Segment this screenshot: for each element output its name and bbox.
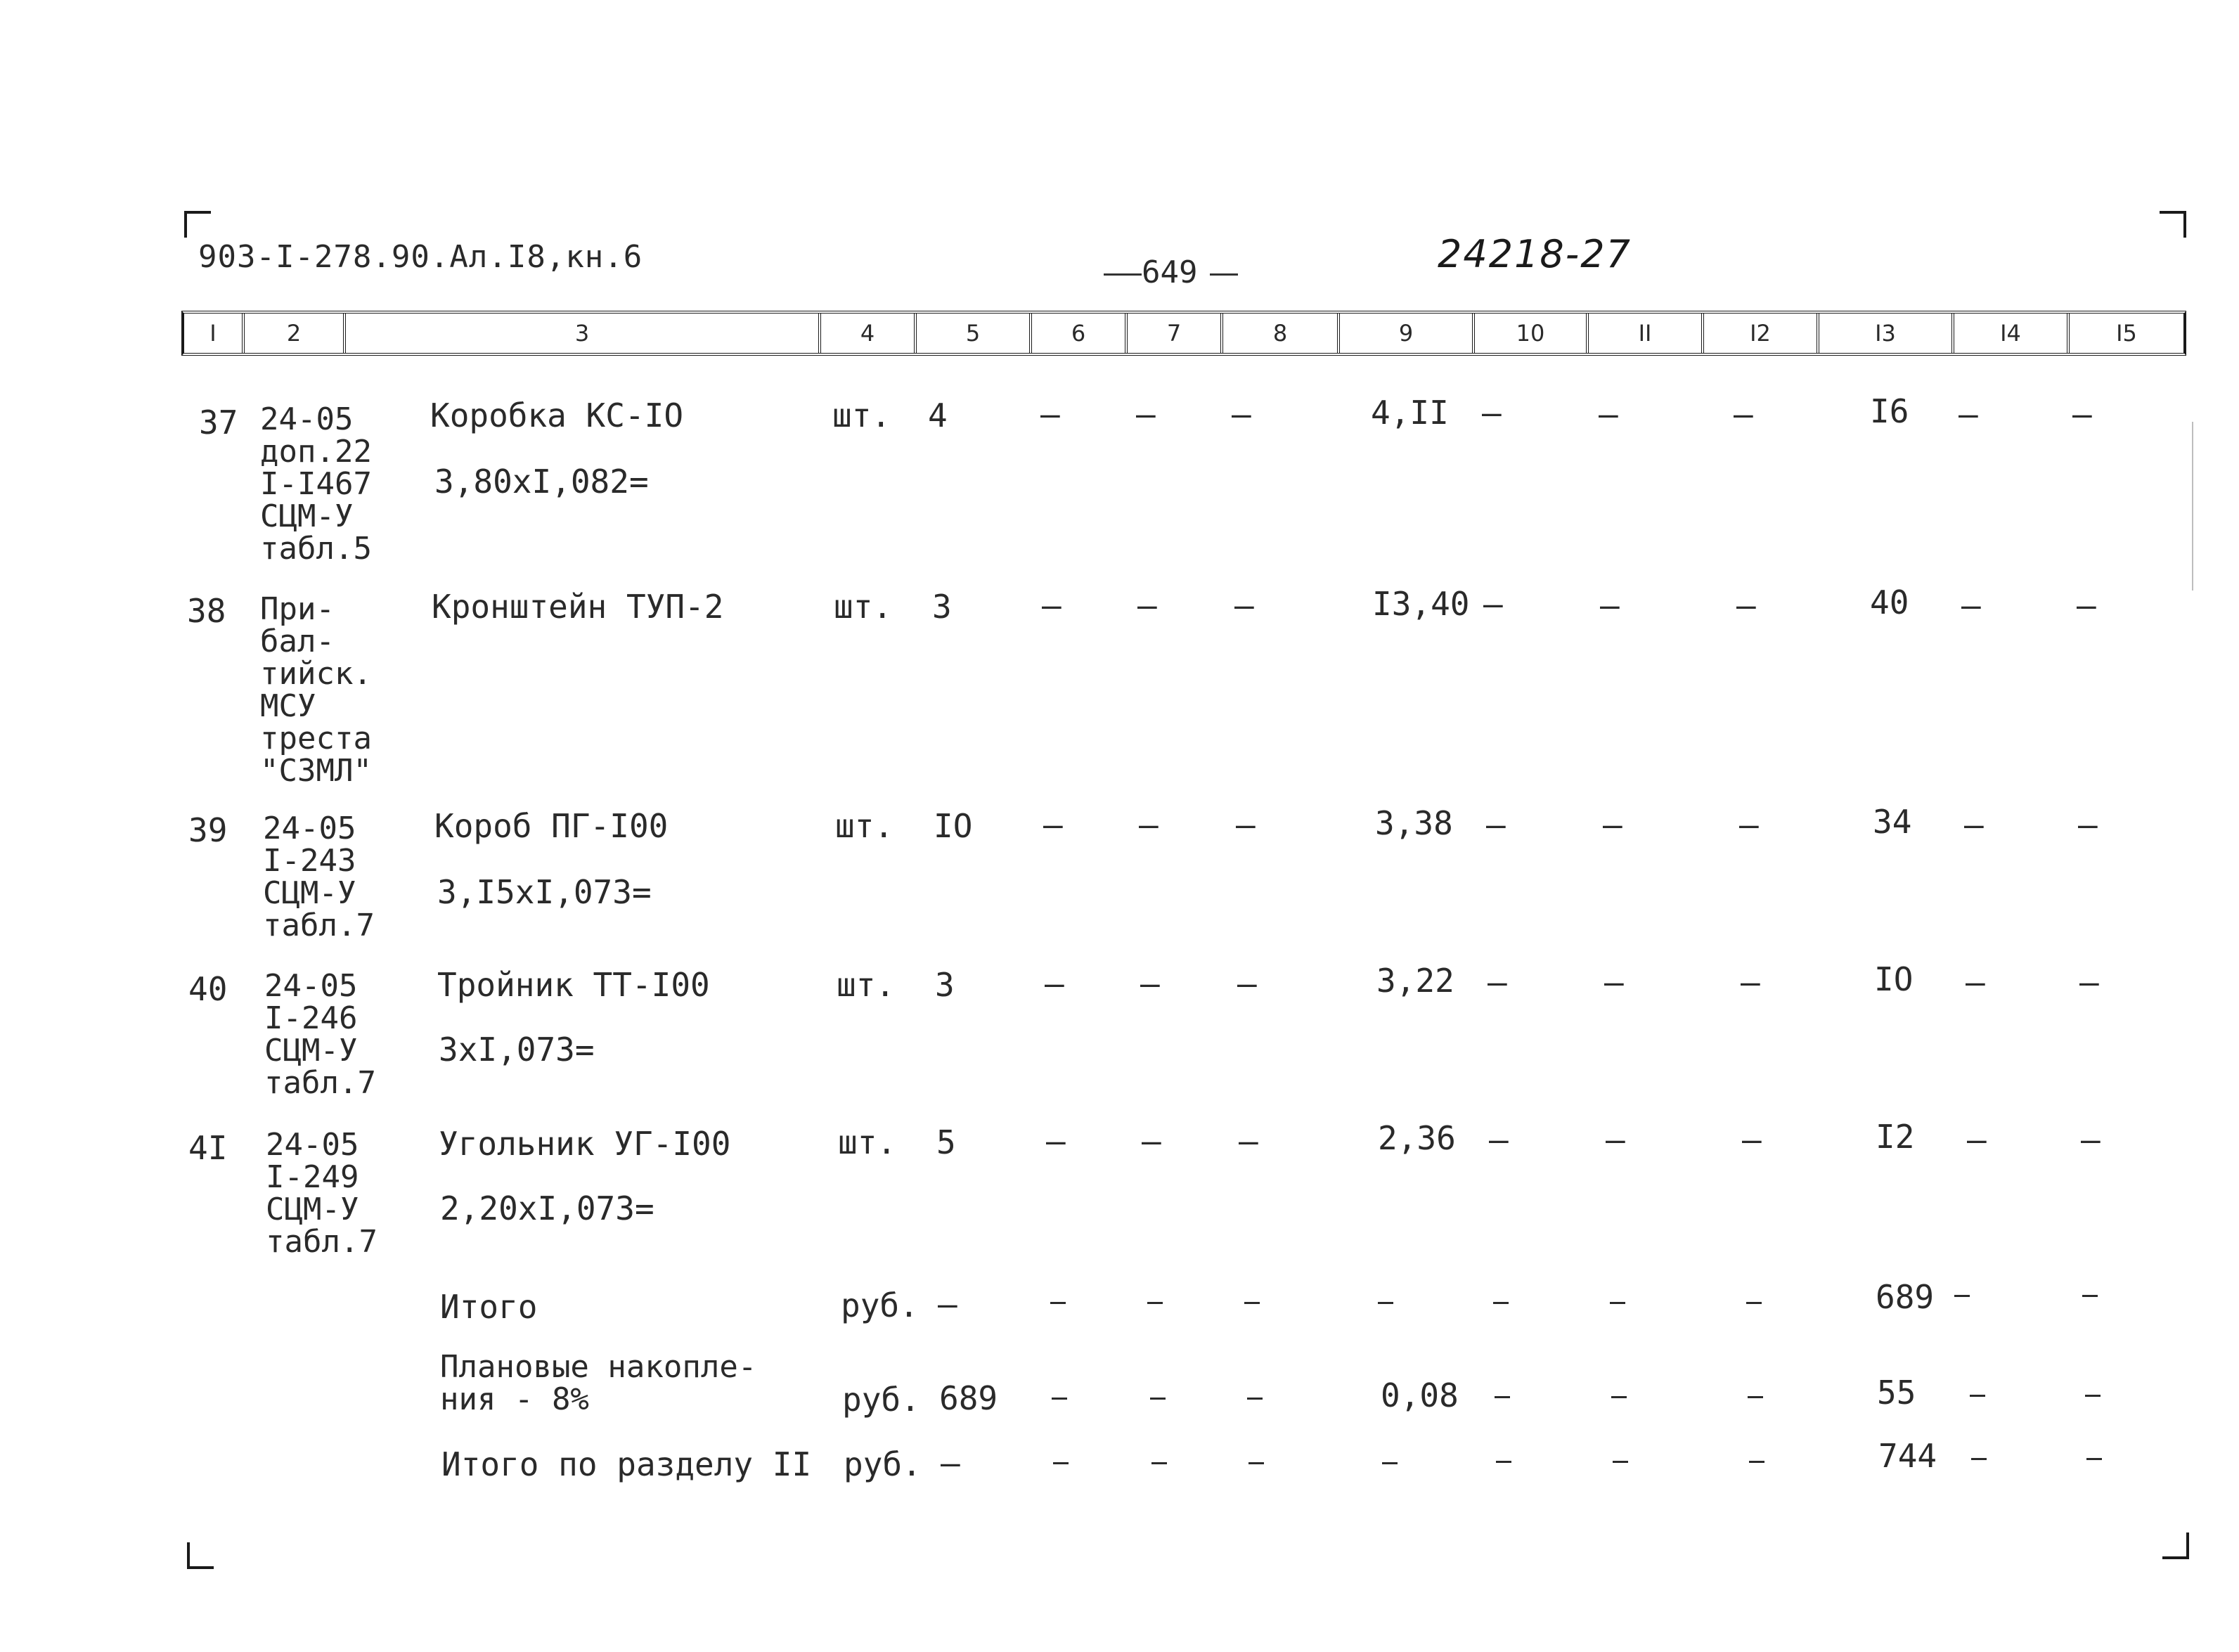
dash xyxy=(1147,1302,1163,1304)
quantity: 4 xyxy=(928,396,948,434)
section-total-unit: руб. xyxy=(844,1445,922,1483)
column-header-10: 10 xyxy=(1475,314,1589,353)
dash xyxy=(1749,1461,1764,1463)
column-header-9: 9 xyxy=(1340,314,1475,353)
column-header-11: II xyxy=(1589,314,1704,353)
dash xyxy=(1971,1458,1987,1460)
dash xyxy=(2085,1395,2101,1397)
dash xyxy=(1244,1302,1260,1304)
cell-col7: – xyxy=(1140,964,1160,1002)
column-header-row xyxy=(181,311,2186,356)
cell-col6: – xyxy=(1043,806,1063,844)
column-header-14: I4 xyxy=(1954,314,2070,353)
planned-savings-col5: 689 xyxy=(939,1379,998,1417)
corner-mark-bottom-right xyxy=(2162,1532,2189,1559)
cell-col12: – xyxy=(1742,1121,1762,1159)
section-total-col13: 744 xyxy=(1878,1437,1937,1475)
dash xyxy=(1613,1461,1628,1463)
column-header-15: I5 xyxy=(2116,320,2137,347)
planned-savings-col13: 55 xyxy=(1877,1374,1916,1412)
section-total-label: Итого по разделу II xyxy=(441,1445,812,1483)
item-unit: шт. xyxy=(834,588,893,626)
cell-col10: – xyxy=(1486,806,1506,844)
cell-col10: – xyxy=(1488,963,1507,1001)
item-name: Угольник УГ-I00 xyxy=(439,1125,731,1163)
column-header-8: 8 xyxy=(1223,314,1340,353)
quantity: 5 xyxy=(936,1123,956,1161)
column-header-3: 3 xyxy=(346,314,821,353)
dash xyxy=(1378,1302,1393,1304)
cell-col15: – xyxy=(2078,806,2098,844)
cell-col6: – xyxy=(1046,1122,1066,1160)
item-formula: 3,80хI,082= xyxy=(434,463,649,501)
column-header-5: 5 xyxy=(917,314,1032,353)
cell-col12: – xyxy=(1741,963,1760,1001)
cell-col14: – xyxy=(1961,586,1981,624)
cell-col15: – xyxy=(2081,1121,2101,1159)
row-number: 40 xyxy=(188,970,228,1008)
dash xyxy=(1050,1302,1066,1304)
cell-col8: – xyxy=(1234,586,1254,624)
cell-col15: – xyxy=(2079,963,2099,1001)
column-header-2: 2 xyxy=(245,314,346,353)
cell-col14: – xyxy=(1967,1121,1987,1159)
quantity: IO xyxy=(934,807,973,845)
item-unit: шт. xyxy=(835,807,894,845)
cell-col13: IO xyxy=(1874,960,1914,998)
document-code: 903-I-278.90.Ал.I8,кн.6 xyxy=(198,239,643,275)
dash xyxy=(1052,1398,1067,1400)
item-name: Короб ПГ-I00 xyxy=(434,807,669,845)
planned-savings-label: Плановые накопле- ния - 8% xyxy=(440,1349,757,1417)
cell-col12: – xyxy=(1736,586,1756,624)
row-number: 37 xyxy=(199,404,238,441)
cell-col11: – xyxy=(1600,586,1620,624)
page-number-value: 649 xyxy=(1142,254,1198,290)
column-header-7: 7 xyxy=(1128,314,1223,353)
planned-savings-col9: 0,08 xyxy=(1381,1376,1459,1414)
section-total-col5: – xyxy=(941,1444,960,1482)
item-unit: шт. xyxy=(837,966,896,1004)
cell-col10: – xyxy=(1483,585,1503,623)
item-formula: 3хI,073= xyxy=(439,1031,595,1069)
planned-savings-unit: руб. xyxy=(842,1381,920,1419)
cell-col7: – xyxy=(1139,806,1159,844)
row-reference: 24-05 I-246 СЦМ-У табл.7 xyxy=(264,968,376,1101)
total-label: Итого xyxy=(440,1288,538,1326)
row-reference: 24-05 I-243 СЦМ-У табл.7 xyxy=(263,811,375,943)
dash xyxy=(1954,1295,1970,1297)
cell-col14: – xyxy=(1959,395,1978,433)
column-header-4: 4 xyxy=(821,314,917,353)
cell-col10: – xyxy=(1482,394,1502,432)
column-header-1: I xyxy=(184,314,245,353)
dash xyxy=(1150,1398,1166,1400)
corner-mark-bottom-left xyxy=(187,1542,214,1569)
column-header-13: I3 xyxy=(1819,314,1954,353)
row-reference: 24-05 I-249 СЦМ-У табл.7 xyxy=(266,1127,378,1260)
dash xyxy=(1496,1461,1511,1463)
cell-col6: – xyxy=(1042,586,1062,624)
corner-mark-top-left xyxy=(184,211,211,238)
dash xyxy=(1746,1302,1762,1304)
item-formula: 3,I5хI,073= xyxy=(437,873,652,911)
cell-col9: 2,36 xyxy=(1378,1119,1456,1157)
cell-col10: – xyxy=(1489,1121,1509,1159)
cell-col8: – xyxy=(1232,395,1251,433)
cell-col7: – xyxy=(1137,586,1157,624)
column-header-12: I2 xyxy=(1704,314,1819,353)
cell-col13: I6 xyxy=(1870,392,1909,430)
cell-col11: – xyxy=(1599,395,1618,433)
cell-col9: I3,40 xyxy=(1372,585,1470,623)
dash xyxy=(1493,1302,1509,1304)
page-number xyxy=(1104,254,1238,290)
cell-col12: – xyxy=(1734,395,1753,433)
column-header-6: 6 xyxy=(1032,314,1128,353)
cell-col9: 3,38 xyxy=(1375,804,1453,842)
cell-col11: – xyxy=(1603,806,1622,844)
quantity: 3 xyxy=(935,966,955,1004)
cell-col8: – xyxy=(1236,806,1256,844)
dash xyxy=(1247,1398,1263,1400)
cell-col15: – xyxy=(2077,586,2096,624)
dash xyxy=(1382,1462,1398,1464)
cell-col15: – xyxy=(2072,395,2092,433)
cell-col13: I2 xyxy=(1876,1118,1915,1156)
dash xyxy=(1610,1302,1625,1304)
quantity: 3 xyxy=(932,588,952,626)
cell-col7: – xyxy=(1142,1122,1161,1160)
cell-col11: – xyxy=(1604,963,1624,1001)
dash xyxy=(1053,1462,1069,1464)
row-reference: 24-05 доп.22 I-I467 СЦМ-У табл.5 xyxy=(260,401,372,567)
row-reference: При- бал- тийск. МСУ треста "СЗМЛ" xyxy=(260,591,372,789)
item-formula: 2,20хI,073= xyxy=(440,1189,654,1227)
cell-col11: – xyxy=(1606,1121,1625,1159)
dash xyxy=(1748,1396,1763,1398)
item-name: Тройник ТТ-I00 xyxy=(437,966,710,1004)
cell-col6: – xyxy=(1045,964,1064,1002)
cell-col14: – xyxy=(1966,963,1985,1001)
dash xyxy=(1970,1395,1985,1397)
cell-col13: 34 xyxy=(1873,803,1912,841)
dash xyxy=(2082,1295,2098,1297)
cell-col9: 3,22 xyxy=(1376,962,1454,1000)
row-number: 38 xyxy=(187,592,226,630)
item-name: Кронштейн ТУП-2 xyxy=(432,588,724,626)
cell-col7: – xyxy=(1136,395,1156,433)
cell-col14: – xyxy=(1964,806,1984,844)
row-number: 39 xyxy=(188,811,228,849)
cell-col6: – xyxy=(1040,395,1060,433)
item-name: Коробка КС-IO xyxy=(430,396,684,434)
cell-col12: – xyxy=(1739,806,1759,844)
scan-artifact xyxy=(2192,422,2193,591)
item-unit: шт. xyxy=(832,396,891,434)
dash xyxy=(1495,1396,1510,1398)
dash xyxy=(2086,1458,2102,1460)
total-unit: руб. xyxy=(841,1286,919,1324)
cell-col8: – xyxy=(1237,964,1257,1002)
row-number: 4I xyxy=(188,1129,228,1167)
cell-col13: 40 xyxy=(1870,583,1909,621)
cell-col8: – xyxy=(1239,1122,1258,1160)
item-unit: шт. xyxy=(838,1123,897,1161)
total-col5: – xyxy=(938,1285,957,1323)
handwritten-stamp-number: 24218-27 xyxy=(1438,232,1632,276)
dash xyxy=(1248,1462,1264,1464)
total-col13: 689 xyxy=(1876,1278,1935,1316)
dash xyxy=(1151,1462,1167,1464)
corner-mark-top-right xyxy=(2160,211,2186,238)
dash xyxy=(1611,1396,1627,1398)
cell-col9: 4,II xyxy=(1371,394,1449,432)
